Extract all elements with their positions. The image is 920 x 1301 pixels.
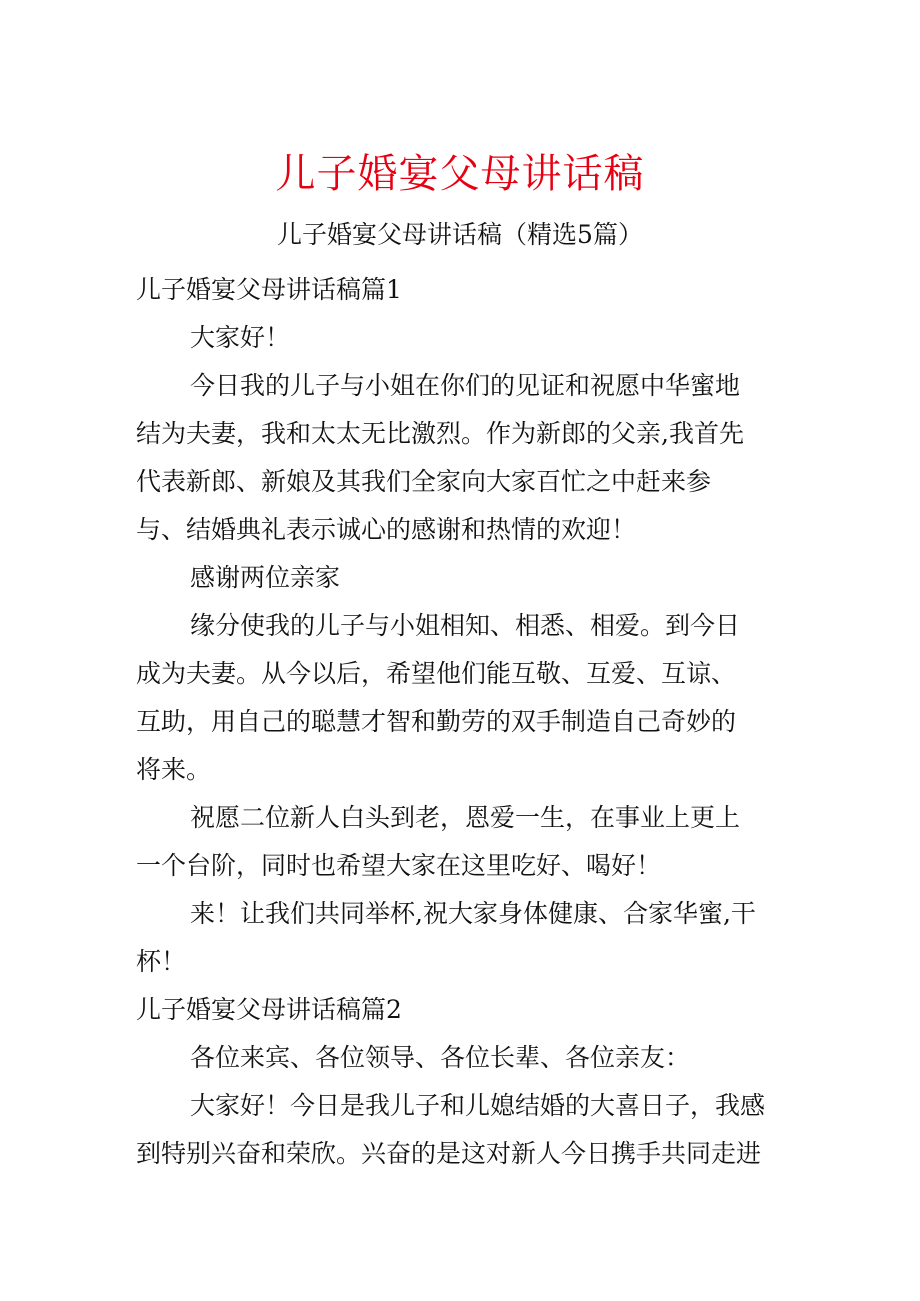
section-heading: 儿子婚宴父母讲话稿篇2 <box>136 995 402 1024</box>
paragraph-line: 今日我的儿子与小姐在你们的见证和祝愿中华蜜地 <box>190 371 741 400</box>
document-body <box>136 266 796 1178</box>
paragraph-line: 成为夫妻。从今以后，希望他们能互敬、互爱、互谅、 <box>136 659 737 688</box>
document-subtitle: 儿子婚宴父母讲话稿（精选5篇） <box>277 220 643 249</box>
section-heading: 儿子婚宴父母讲话稿篇1 <box>136 275 402 304</box>
paragraph-line: 杯！ <box>136 947 187 976</box>
paragraph-line: 代表新郎、新娘及其我们全家向大家百忙之中赶来参 <box>136 467 712 496</box>
paragraph-line: 大家好！今日是我儿子和儿媳结婚的大喜日子，我感 <box>190 1091 766 1120</box>
paragraph-line: 互助，用自己的聪慧才智和勤劳的双手制造自己奇妙的 <box>136 707 737 736</box>
paragraph-line: 大家好！ <box>190 323 291 352</box>
paragraph-line: 来！让我们共同举杯,祝大家身体健康、合家华蜜,干 <box>190 899 756 928</box>
document-title: 儿子婚宴父母讲话稿 <box>275 151 645 197</box>
paragraph-line: 感谢两位亲家 <box>190 563 341 592</box>
paragraph-line: 祝愿二位新人白头到老，恩爱一生，在事业上更上 <box>190 803 741 832</box>
paragraph-line: 结为夫妻，我和太太无比激烈。作为新郎的父亲,我首先 <box>136 419 744 448</box>
paragraph-line: 与、结婚典礼表示诚心的感谢和热情的欢迎！ <box>136 515 637 544</box>
paragraph-line: 各位来宾、各位领导、各位长辈、各位亲友： <box>190 1043 691 1072</box>
paragraph-line: 缘分使我的儿子与小姐相知、相悉、相爱。到今日 <box>190 611 741 640</box>
paragraph-line: 到特别兴奋和荣欣。兴奋的是这对新人今日携手共同走进 <box>136 1139 762 1168</box>
paragraph-line: 将来。 <box>136 755 212 784</box>
paragraph-line: 一个台阶，同时也希望大家在这里吃好、喝好！ <box>136 851 662 880</box>
